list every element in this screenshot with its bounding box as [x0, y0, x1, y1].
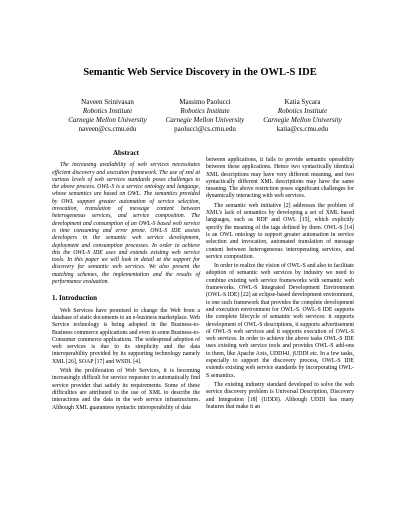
body-paragraph: The semantic web initiative [2] addresses the problem of XML's lack of semantics by developing a set of XML based languages, such as RDF and OWL [15], which explicitly specify the meaning of the tags defined by them. OWL-S [14] is an OWL ontology to support greater automation in service selection and invocation, automated translation of message content between heterogeneous interoperating services, and service composition.: [206, 202, 354, 260]
section-heading: 1. Introduction: [52, 294, 97, 303]
abstract-heading: Abstract: [112, 149, 140, 157]
body-paragraph: The existing industry standard developed to solve the web service discovery problem is Universal Description, Discovery and Integration [18] (UDDI). Although UDDI has many features that make it an: [206, 381, 354, 410]
body-paragraph: Web Services have promised to change the Web from a database of static documents to an e-business marketplace. Web Service technology is being adopted in the Business-to-Business commerce applications and even in some Business-to-Consumer commerce applications. The widespread adoption of web services is due to its simplicity and the data interoperability provided by its supporting technology namely XML [26], SOAP [17] and WSDL [4].: [52, 307, 201, 365]
left-column: [52, 150, 200, 414]
author-name: Massimo Paolucci: [179, 98, 231, 106]
author-email: katia@cs.cmu.edu: [276, 125, 329, 133]
author-name: Naveen Srinivasan: [81, 98, 134, 106]
body-paragraph: between applications, it fails to provide semantic operability between these applications. Hence two syntactically identical XML descriptions may have very different meaning, and two syntactically different XML descriptions may have the same meaning. The above restriction poses significant challenges for dynamically interacting with web services.: [206, 157, 354, 200]
abstract-text: The increasing availability of web services necessitates efficient discovery and execution framework. The use of xml at various levels of web services standards poses challenges to the above process. OWL-S is a service ontology and language, whose semantics are based on OWL. The semantics provided by OWL support greater automation of service selection, invocation, translation of message content between heterogeneous services, and service composition. The development and consumption of an OWL-S based web service is time consuming and error prone. OWL-S IDE assists developers in the semantic web service development, deployment and consumption processes. In order to achieve this the OWL-S IDE uses and extends existing web service tools. In this paper we will look in detail at the support for discovery for semantic web services. We also present the matching schemes, the implementation and the results of performance evaluation.: [52, 162, 200, 286]
body-paragraph: With the proliferation of Web Services, it is becoming increasingly difficult for service requester to automatically find service provider that satisfy its requirements. Some of these difficulties are attributed to the use of XML to describe the interactions and the data in the web service infrastructures. Although XML guarantees syntactic interoperability of data: [52, 368, 200, 411]
author-org: Carnegie Mellon University: [165, 116, 245, 124]
author-name: Katia Sycara: [284, 98, 321, 106]
right-column: [206, 157, 354, 413]
author-affiliation: Robotics Institute: [277, 107, 328, 115]
author-email: naveen@cs.cmu.edu: [78, 125, 137, 133]
author-3: [255, 98, 350, 134]
body-paragraph: In order to realize the vision of OWL-S and also to facilitate adoption of semantic web services by industry we need to combine existing web service frameworks with semantic web frameworks. OWL-S Integrated Development Environment (OWL-S IDE) [22] an eclipse-based development environment, is one such framework that provides the complete development and execution environment for OWL-S. OWL-S IDE supports the complete lifecycle of semantic web services: it supports development of OWL-S descriptions, it supports advertisement of OWL-S web services and it supports execution of OWL-S web services. In order to achieve the above tasks OWL-S IDE uses existing web service tools and provides OWL-S add-ons to them, like Apache Axis, UDDI4J, jUDDI etc. In a few tasks, especially to support the discovery process, OWL-S IDE extends existing web service standards by incorporating OWL-S semantics.: [206, 263, 354, 379]
author-2: [158, 98, 253, 134]
author-org: Carnegie Mellon University: [263, 116, 342, 124]
author-email: paolucci@cs.cmu.edu: [174, 125, 236, 133]
author-affiliation: Robotics Institute: [82, 107, 133, 115]
author-1: [60, 98, 155, 134]
author-affiliation: Robotics Institute: [180, 107, 230, 115]
author-block: [60, 98, 350, 134]
author-org: Carnegie Mellon University: [68, 116, 147, 124]
paper-title: Semantic Web Service Discovery in the OWL-S IDE: [83, 67, 317, 78]
